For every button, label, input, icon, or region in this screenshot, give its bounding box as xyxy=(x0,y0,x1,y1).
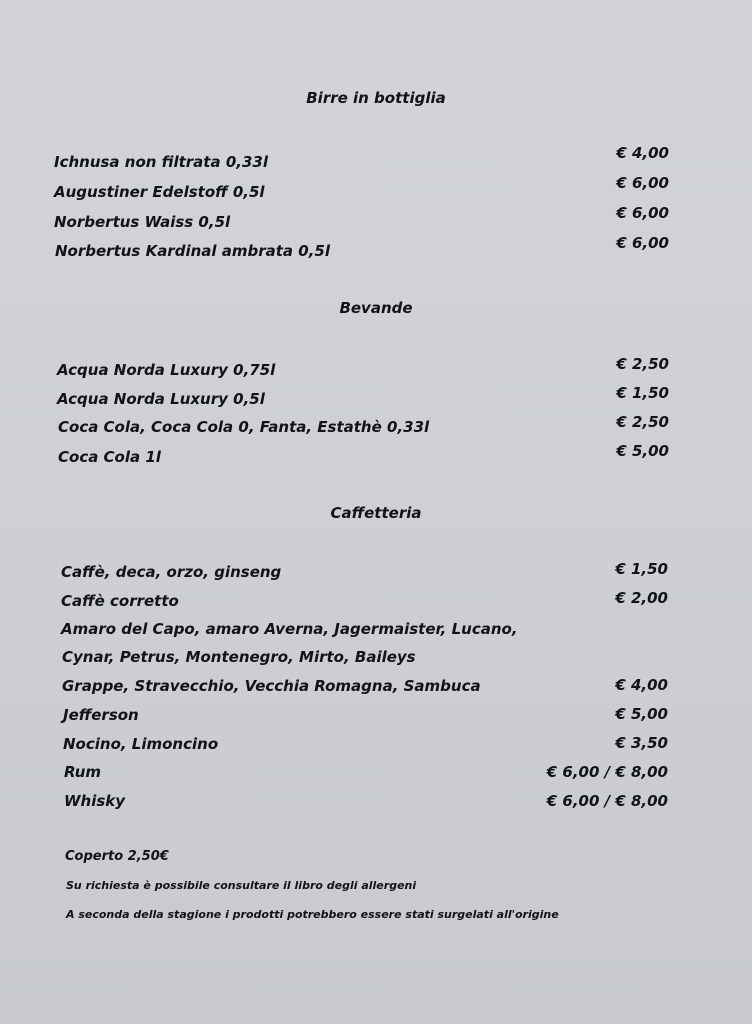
item-price: € 6,00 xyxy=(616,234,669,252)
item-price: € 6,00 / € 8,00 xyxy=(546,792,668,810)
menu-item xyxy=(62,648,668,672)
item-price: € 6,00 xyxy=(616,174,669,192)
item-price: € 5,00 xyxy=(616,442,669,460)
menu-item xyxy=(54,144,669,176)
menu-item xyxy=(61,560,668,587)
section-title-bevande: Bevande xyxy=(339,299,413,317)
item-price: € 4,00 xyxy=(616,144,669,162)
item-name: Caffè corretto xyxy=(61,592,179,610)
menu-item xyxy=(63,706,668,730)
item-name: Nocino, Limoncino xyxy=(63,735,219,753)
menu-item xyxy=(55,234,669,266)
menu-item xyxy=(64,792,668,816)
menu-item xyxy=(54,174,669,206)
item-name: Augustiner Edelstoff 0,5l xyxy=(54,183,265,201)
menu-item xyxy=(58,413,669,442)
section-title-birre: Birre in bottiglia xyxy=(306,89,446,107)
menu-item xyxy=(54,204,669,236)
item-name: Ichnusa non filtrata 0,33l xyxy=(54,153,268,171)
item-name: Acqua Norda Luxury 0,75l xyxy=(57,361,276,379)
item-price: € 6,00 xyxy=(616,204,669,222)
menu-item xyxy=(61,589,668,616)
item-name: Grappe, Stravecchio, Vecchia Romagna, Sambuca xyxy=(62,677,481,695)
item-name: Caffè, deca, orzo, ginseng xyxy=(61,563,282,581)
item-name: Jefferson xyxy=(63,706,139,724)
item-price: € 1,50 xyxy=(616,384,669,402)
item-name: Coca Cola, Coca Cola 0, Fanta, Estathè 0,33l xyxy=(58,418,430,436)
item-price: € 6,00 / € 8,00 xyxy=(546,763,668,781)
item-price: € 2,50 xyxy=(616,355,669,373)
item-name: Cynar, Petrus, Montenegro, Mirto, Baileys xyxy=(62,648,416,666)
item-price: € 1,50 xyxy=(615,560,668,578)
item-price: € 4,00 xyxy=(615,676,668,694)
item-price: € 3,50 xyxy=(615,734,668,752)
menu-item xyxy=(57,355,669,385)
menu-item xyxy=(62,677,668,701)
item-name: Norbertus Kardinal ambrata 0,5l xyxy=(55,242,330,260)
menu-item xyxy=(61,620,668,644)
item-name: Coca Cola 1l xyxy=(58,448,161,466)
item-price: € 2,50 xyxy=(616,413,669,431)
item-price: € 5,00 xyxy=(615,705,668,723)
item-name: Amaro del Capo, amaro Averna, Jagermaister, Lucano, xyxy=(61,620,518,638)
item-price: € 2,00 xyxy=(615,589,668,607)
surgelati-note: A seconda della stagione i prodotti potrebbero essere stati surgelati all'origine xyxy=(66,908,559,921)
allergeni-note: Su richiesta è possibile consultare il libro degli allergeni xyxy=(66,879,417,892)
section-title-caffetteria: Caffetteria xyxy=(330,504,422,522)
item-name: Whisky xyxy=(64,792,126,810)
menu-item xyxy=(64,763,668,787)
item-name: Norbertus Waiss 0,5l xyxy=(54,213,231,231)
menu-item xyxy=(57,384,669,414)
item-name: Acqua Norda Luxury 0,5l xyxy=(57,390,265,408)
menu-item xyxy=(63,735,668,759)
item-name: Rum xyxy=(64,763,102,781)
coperto-note: Coperto 2,50€ xyxy=(65,849,169,864)
menu-item xyxy=(58,442,669,472)
